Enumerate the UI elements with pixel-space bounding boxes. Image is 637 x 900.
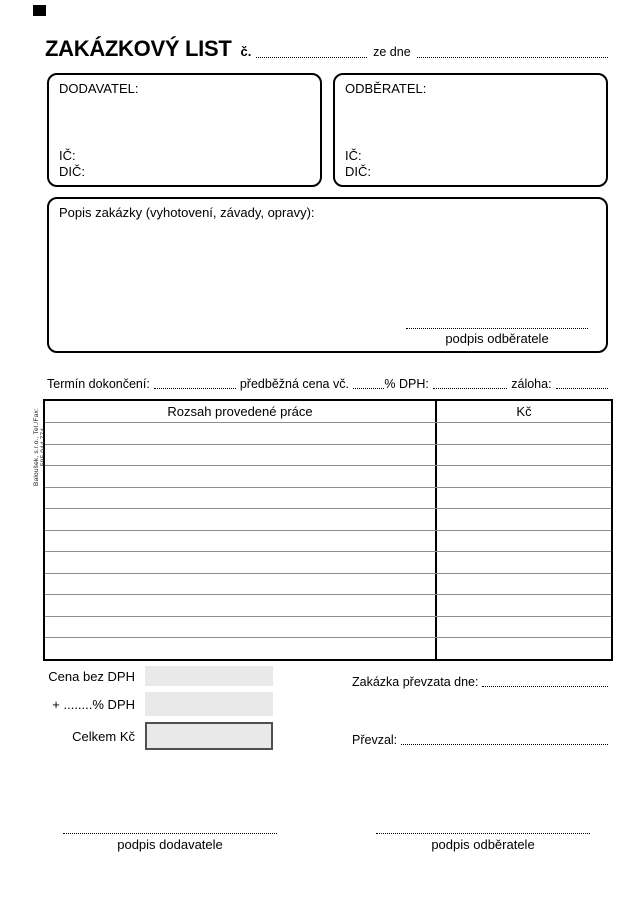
- handover-by-line: [352, 733, 608, 747]
- deadline-label: Termín dokončení:: [47, 377, 150, 391]
- corner-print-mark: [33, 5, 46, 16]
- price-cell: [437, 552, 611, 573]
- customer-signature-area: [406, 323, 588, 346]
- supplier-signature-caption: podpis dodavatele: [117, 837, 223, 852]
- total-label: Celkem Kč: [72, 728, 135, 744]
- total-net-row: [47, 666, 273, 686]
- handover-date-line: [352, 675, 608, 689]
- vat-label: % DPH:: [384, 377, 429, 391]
- work-cell: [45, 617, 437, 638]
- work-table-header: [45, 401, 611, 422]
- order-description-box: [47, 197, 608, 353]
- work-cell: [45, 638, 437, 659]
- supplier-signature-block: [63, 824, 277, 852]
- work-table: [43, 399, 613, 661]
- handover-date-label: Zakázka převzata dne:: [352, 675, 479, 689]
- date-label: ze dne: [373, 45, 411, 59]
- price-cell: [437, 488, 611, 509]
- column-header-price: Kč: [516, 404, 532, 419]
- customer-ic-label: IČ:: [345, 147, 362, 163]
- price-cell: [437, 466, 611, 487]
- table-row: [45, 422, 611, 444]
- table-row: [45, 444, 611, 466]
- work-cell: [45, 509, 437, 530]
- price-cell: [437, 574, 611, 595]
- supplier-box: [47, 73, 322, 187]
- supplier-ic-label: IČ:: [59, 147, 76, 163]
- work-cell: [45, 423, 437, 444]
- table-row: [45, 573, 611, 595]
- handover-by-fill-line: [401, 743, 608, 745]
- table-row: [45, 616, 611, 638]
- price-cell: [437, 445, 611, 466]
- vat-amount-label: + ........% DPH: [52, 696, 135, 712]
- price-cell: [437, 617, 611, 638]
- work-cell: [45, 466, 437, 487]
- printer-note: Baloušek, s.r.o., Tel./Fax: 595 044 774: [33, 408, 47, 486]
- customer-signature-caption: podpis odběratele: [431, 837, 535, 852]
- form-header: [45, 38, 608, 60]
- handover-by-label: Převzal:: [352, 733, 398, 747]
- supplier-signature-line: [63, 824, 277, 834]
- customer-label: ODBĚRATEL:: [345, 81, 427, 96]
- column-header-work: Rozsah provedené práce: [45, 401, 437, 422]
- customer-dic-label: DIČ:: [345, 163, 371, 179]
- price-cell: [437, 638, 611, 659]
- table-row: [45, 637, 611, 659]
- net-price-field: [145, 666, 273, 686]
- number-label: č.: [240, 44, 252, 59]
- table-row: [45, 508, 611, 530]
- customer-signature-block: [376, 824, 590, 852]
- vat-amount-field: [145, 692, 273, 716]
- order-description-label: Popis zakázky (vyhotovení, závady, opravy):: [59, 205, 315, 220]
- date-fill-line: [417, 56, 608, 58]
- table-row: [45, 594, 611, 616]
- total-field: [145, 722, 273, 750]
- deposit-fill-line: [556, 387, 608, 389]
- work-cell: [45, 488, 437, 509]
- customer-signature-line: [376, 824, 590, 834]
- table-row: [45, 465, 611, 487]
- work-cell: [45, 552, 437, 573]
- price-cell: [437, 531, 611, 552]
- price-cell: [437, 595, 611, 616]
- price-cell: [437, 509, 611, 530]
- signature-caption: podpis odběratele: [445, 331, 549, 346]
- price-cell: [437, 423, 611, 444]
- work-cell: [45, 531, 437, 552]
- signature-dotted-line: [406, 323, 588, 329]
- vat-rate-fill-line: [353, 387, 384, 389]
- number-fill-line: [256, 56, 367, 58]
- work-cell: [45, 574, 437, 595]
- supplier-label: DODAVATEL:: [59, 81, 139, 96]
- customer-box: [333, 73, 608, 187]
- total-sum-row: [47, 722, 273, 750]
- terms-line: [47, 377, 608, 391]
- work-cell: [45, 595, 437, 616]
- handover-date-fill-line: [482, 685, 608, 687]
- work-table-body: [45, 422, 611, 659]
- price-label: předběžná cena vč.: [239, 377, 349, 391]
- net-price-label: Cena bez DPH: [48, 668, 135, 684]
- supplier-dic-label: DIČ:: [59, 163, 85, 179]
- total-vat-row: [47, 692, 273, 716]
- table-row: [45, 487, 611, 509]
- deadline-fill-line: [154, 387, 236, 389]
- table-row: [45, 530, 611, 552]
- price-fill-line: [433, 387, 507, 389]
- page-title: ZAKÁZKOVÝ LIST: [45, 36, 232, 61]
- deposit-label: záloha:: [511, 377, 552, 391]
- table-row: [45, 551, 611, 573]
- work-cell: [45, 445, 437, 466]
